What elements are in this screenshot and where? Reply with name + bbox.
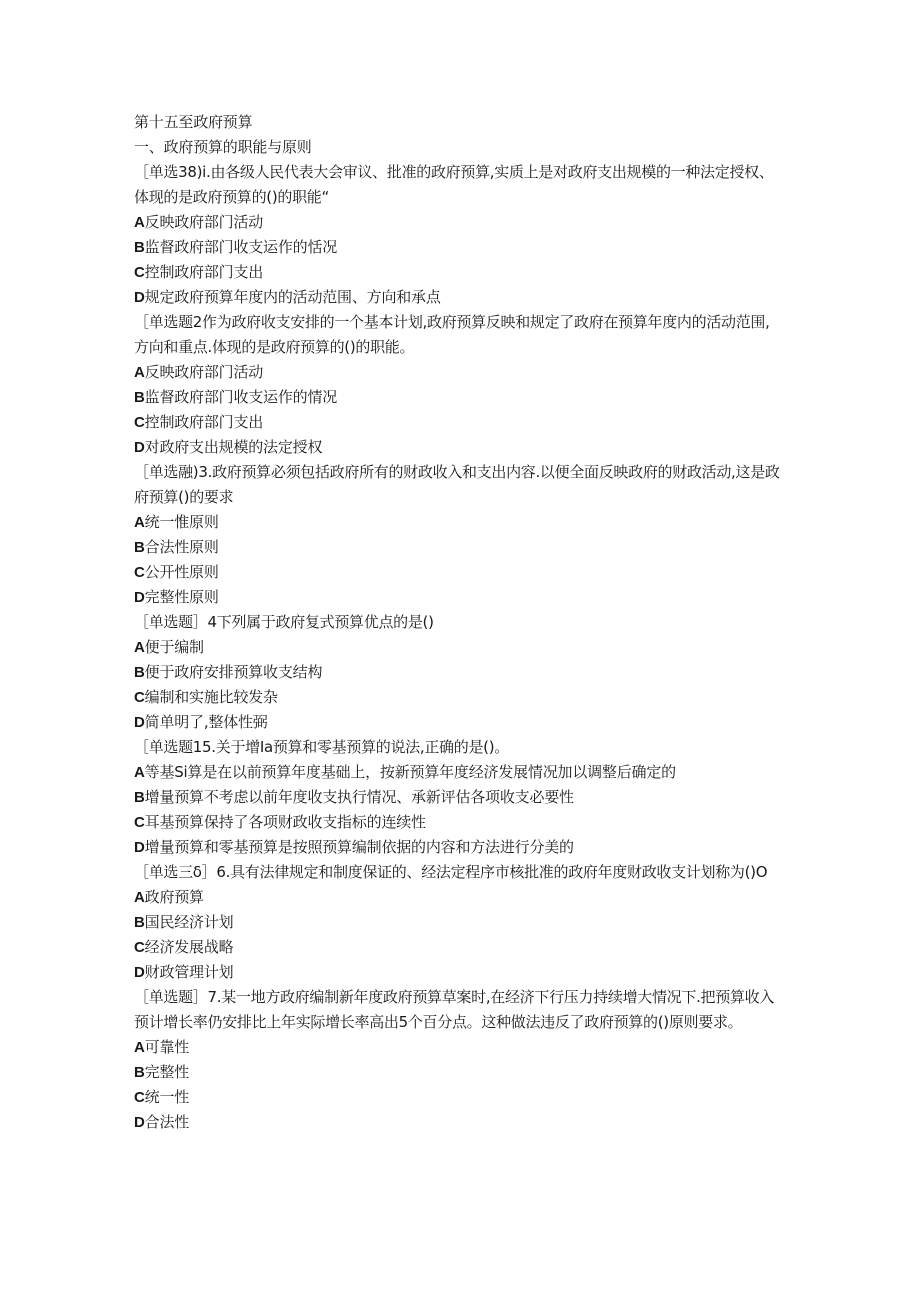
option-a	[134, 1035, 784, 1060]
option-text: 完整性	[144, 1063, 190, 1081]
option-b	[134, 660, 784, 685]
option-d	[134, 960, 784, 985]
option-letter: A	[134, 364, 145, 381]
option-text: 编制和实施比较发杂	[144, 688, 278, 706]
option-text: 增量预算不考虑以前年度收支执行情况、承新评估各项收支必要性	[144, 788, 574, 806]
question-3	[134, 460, 784, 610]
question-2	[134, 310, 784, 460]
option-letter: D	[134, 289, 145, 306]
option-letter: A	[134, 639, 145, 656]
document-page	[134, 110, 784, 1135]
option-c	[134, 685, 784, 710]
option-text: 监督政府部门收支运作的恬况	[144, 238, 338, 256]
option-letter: C	[134, 689, 145, 706]
option-a	[134, 510, 784, 535]
option-d	[134, 435, 784, 460]
option-a	[134, 885, 784, 910]
question-7	[134, 985, 784, 1135]
option-letter: A	[134, 214, 145, 231]
question-1	[134, 160, 784, 310]
option-text: 政府预算	[144, 888, 204, 906]
option-text: 简单明了,整体性弼	[144, 713, 268, 731]
option-d	[134, 710, 784, 735]
question-5	[134, 735, 784, 860]
question-text: ［单选题］4下列属于政府复式预算优点的是()	[134, 613, 434, 631]
option-text: 统一性	[144, 1088, 190, 1106]
option-d	[134, 1110, 784, 1135]
option-b	[134, 785, 784, 810]
option-text: 等基Si算是在以前预算年度基础上，按新预算年度经济发展情况加以调整后确定的	[144, 763, 676, 781]
option-text: 国民经济计划	[144, 913, 234, 931]
option-letter: A	[134, 889, 145, 906]
option-text: 耳基预算保持了各项财政收支指标的连续性	[144, 813, 426, 831]
option-letter: A	[134, 514, 145, 531]
chapter-title: 第十五至政府预算	[134, 113, 253, 131]
option-text: 财政管理计划	[144, 963, 234, 981]
option-letter: D	[134, 589, 145, 606]
option-text: 增量预算和零基预算是按照预算编制依据的内容和方法进行分美的	[144, 838, 574, 856]
option-b	[134, 910, 784, 935]
option-c	[134, 810, 784, 835]
option-letter: B	[134, 914, 145, 931]
option-b	[134, 1060, 784, 1085]
option-text: 可靠性	[144, 1038, 190, 1056]
option-letter: C	[134, 414, 145, 431]
option-text: 对政府支出规模的法定授权	[144, 438, 323, 456]
option-text: 公开性原则	[144, 563, 219, 581]
option-text: 统一惟原则	[144, 513, 219, 531]
option-letter: C	[134, 1089, 145, 1106]
question-text: ［单选题2作为政府收支安排的一个基本计划,政府预算反映和规定了政府在预算年度内的活动范围,方向和重点.体现的是政府预算的()的职能。	[134, 313, 770, 356]
option-letter: D	[134, 1114, 145, 1131]
option-d	[134, 835, 784, 860]
question-text: ［单选三δ］6.具有法律规定和制度保证的、经法定程序市核批准的政府年度财政收支计划称为()O	[134, 863, 768, 881]
section-heading: 一、政府预算的职能与原则	[134, 138, 312, 156]
option-letter: C	[134, 564, 145, 581]
option-text: 完整性原则	[144, 588, 219, 606]
option-text: 便于政府安排预算收支结构	[144, 663, 323, 681]
option-letter: D	[134, 964, 145, 981]
option-c	[134, 1085, 784, 1110]
option-a	[134, 210, 784, 235]
option-letter: D	[134, 839, 145, 856]
option-text: 监督政府部门收支运作的情况	[144, 388, 338, 406]
option-letter: C	[134, 814, 145, 831]
option-letter: B	[134, 389, 145, 406]
option-letter: A	[134, 764, 145, 781]
option-text: 反映政府部门活动	[144, 213, 264, 231]
option-b	[134, 385, 784, 410]
option-c	[134, 560, 784, 585]
option-a	[134, 360, 784, 385]
option-c	[134, 935, 784, 960]
question-4	[134, 610, 784, 735]
option-letter: C	[134, 264, 145, 281]
option-b	[134, 535, 784, 560]
option-letter: B	[134, 539, 145, 556]
option-letter: B	[134, 1064, 145, 1081]
question-text: ［单选融)3.政府预算必须包括政府所有的财政收入和支出内容.以便全面反映政府的财政活动,这是政府预算()的要求	[134, 463, 780, 506]
option-c	[134, 410, 784, 435]
question-text: ［单选题］7.某一地方政府编制新年度政府预算草案时,在经济下行压力持续增大情况下.把预算收入预计增长率仍安排比上年实际增长率高出5个百分点。这种做法违反了政府预算的()原则要求。	[134, 988, 775, 1031]
option-text: 规定政府预算年度内的活动范围、方向和承点	[144, 288, 441, 306]
option-letter: B	[134, 239, 145, 256]
option-a	[134, 760, 784, 785]
option-d	[134, 585, 784, 610]
question-text: ［单选38)i.由各级人民代表大会审议、批准的政府预算,实质上是对政府支出规模的一种法定授权、体现的是政府预算的()的职能“	[134, 163, 774, 206]
option-letter: A	[134, 1039, 145, 1056]
option-text: 合法性	[144, 1113, 190, 1131]
option-text: 控制政府部门支出	[144, 263, 264, 281]
option-b	[134, 235, 784, 260]
option-letter: C	[134, 939, 145, 956]
option-c	[134, 260, 784, 285]
option-text: 合法性原则	[144, 538, 219, 556]
option-letter: D	[134, 714, 145, 731]
option-text: 便于编制	[144, 638, 204, 656]
option-a	[134, 635, 784, 660]
option-d	[134, 285, 784, 310]
option-letter: B	[134, 789, 145, 806]
option-text: 控制政府部门支出	[144, 413, 264, 431]
option-letter: D	[134, 439, 145, 456]
question-text: ［单选题15.关于增Ia预算和零基预算的说法,正确的是()。	[134, 738, 509, 756]
option-letter: B	[134, 664, 145, 681]
option-text: 经济发展战略	[144, 938, 234, 956]
option-text: 反映政府部门活动	[144, 363, 264, 381]
question-6	[134, 860, 784, 985]
